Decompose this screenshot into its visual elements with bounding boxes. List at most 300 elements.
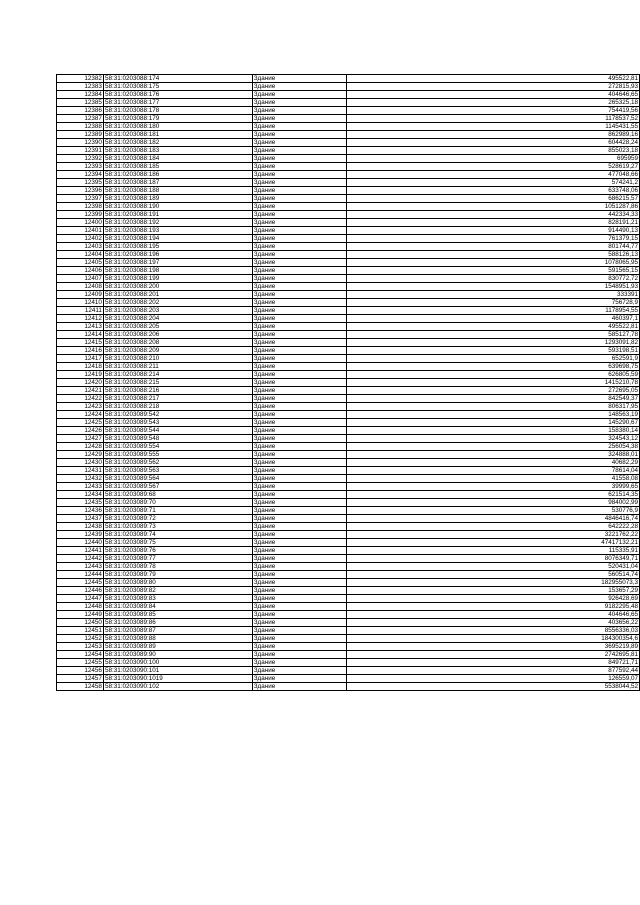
cadastral-value-cell: 2742695,81 bbox=[346, 651, 639, 659]
cadastral-value-cell: 639698,75 bbox=[346, 363, 639, 371]
object-type-cell: Здание bbox=[252, 379, 346, 387]
cadastral-number-cell: 58:31:0203089:78 bbox=[103, 563, 252, 571]
table-row bbox=[57, 243, 640, 251]
cadastral-value-cell: 184300354,6 bbox=[346, 635, 639, 643]
table-row bbox=[57, 667, 640, 675]
row-number-cell: 12437 bbox=[57, 515, 104, 523]
cadastral-value-cell: 926428,69 bbox=[346, 595, 639, 603]
cadastral-value-cell: 588126,13 bbox=[346, 251, 639, 259]
table-row bbox=[57, 155, 640, 163]
row-number-cell: 12385 bbox=[57, 99, 104, 107]
cadastral-number-cell: 58:31:0203089:543 bbox=[103, 419, 252, 427]
table-row bbox=[57, 595, 640, 603]
table-row bbox=[57, 107, 640, 115]
cadastral-value-cell: 849721,71 bbox=[346, 659, 639, 667]
cadastral-value-cell: 265325,18 bbox=[346, 99, 639, 107]
table-row bbox=[57, 635, 640, 643]
cadastral-value-cell: 324543,12 bbox=[346, 435, 639, 443]
table-row bbox=[57, 163, 640, 171]
row-number-cell: 12389 bbox=[57, 131, 104, 139]
row-number-cell: 12444 bbox=[57, 571, 104, 579]
cadastral-value-cell: 761379,15 bbox=[346, 235, 639, 243]
table-row bbox=[57, 627, 640, 635]
row-number-cell: 12409 bbox=[57, 291, 104, 299]
table-row bbox=[57, 563, 640, 571]
object-type-cell: Здание bbox=[252, 235, 346, 243]
table-row bbox=[57, 299, 640, 307]
cadastral-number-cell: 58:31:0203088:206 bbox=[103, 331, 252, 339]
row-number-cell: 12413 bbox=[57, 323, 104, 331]
cadastral-number-cell: 58:31:0203088:200 bbox=[103, 283, 252, 291]
table-row bbox=[57, 507, 640, 515]
row-number-cell: 12457 bbox=[57, 675, 104, 683]
object-type-cell: Здание bbox=[252, 331, 346, 339]
table-row bbox=[57, 411, 640, 419]
cadastral-value-cell: 78614,04 bbox=[346, 467, 639, 475]
cadastral-number-cell: 58:31:0203089:72 bbox=[103, 515, 252, 523]
row-number-cell: 12438 bbox=[57, 523, 104, 531]
cadastral-value-cell: 560514,74 bbox=[346, 571, 639, 579]
cadastral-number-cell: 58:31:0203089:82 bbox=[103, 587, 252, 595]
cadastral-number-cell: 58:31:0203088:182 bbox=[103, 139, 252, 147]
object-type-cell: Здание bbox=[252, 523, 346, 531]
table-row bbox=[57, 347, 640, 355]
cadastral-value-cell: 4846416,74 bbox=[346, 515, 639, 523]
cadastral-value-cell: 1051287,86 bbox=[346, 203, 639, 211]
cadastral-value-cell: 633748,06 bbox=[346, 187, 639, 195]
cadastral-value-cell: 3695219,89 bbox=[346, 643, 639, 651]
object-type-cell: Здание bbox=[252, 515, 346, 523]
cadastral-number-cell: 58:31:0203089:89 bbox=[103, 643, 252, 651]
object-type-cell: Здание bbox=[252, 163, 346, 171]
object-type-cell: Здание bbox=[252, 563, 346, 571]
cadastral-number-cell: 58:31:0203088:201 bbox=[103, 291, 252, 299]
table-row bbox=[57, 467, 640, 475]
cadastral-number-cell: 58:31:0203088:199 bbox=[103, 275, 252, 283]
cadastral-number-cell: 58:31:0203088:179 bbox=[103, 115, 252, 123]
table-row bbox=[57, 275, 640, 283]
row-number-cell: 12440 bbox=[57, 539, 104, 547]
object-type-cell: Здание bbox=[252, 307, 346, 315]
object-type-cell: Здание bbox=[252, 107, 346, 115]
cadastral-value-cell: 591565,15 bbox=[346, 267, 639, 275]
cadastral-value-cell: 695959 bbox=[346, 155, 639, 163]
cadastral-value-cell: 39999,65 bbox=[346, 483, 639, 491]
cadastral-value-cell: 1078065,95 bbox=[346, 259, 639, 267]
table-row bbox=[57, 587, 640, 595]
cadastral-number-cell: 58:31:0203089:562 bbox=[103, 459, 252, 467]
cadastral-value-cell: 877592,44 bbox=[346, 667, 639, 675]
table-row bbox=[57, 355, 640, 363]
row-number-cell: 12405 bbox=[57, 259, 104, 267]
cadastral-value-cell: 1145431,55 bbox=[346, 123, 639, 131]
row-number-cell: 12384 bbox=[57, 91, 104, 99]
object-type-cell: Здание bbox=[252, 587, 346, 595]
cadastral-number-cell: 58:31:0203089:554 bbox=[103, 443, 252, 451]
cadastral-value-cell: 830772,72 bbox=[346, 275, 639, 283]
cadastral-number-cell: 58:31:0203088:186 bbox=[103, 171, 252, 179]
object-type-cell: Здание bbox=[252, 171, 346, 179]
table-row bbox=[57, 427, 640, 435]
object-type-cell: Здание bbox=[252, 603, 346, 611]
row-number-cell: 12399 bbox=[57, 211, 104, 219]
table-row bbox=[57, 147, 640, 155]
object-type-cell: Здание bbox=[252, 459, 346, 467]
object-type-cell: Здание bbox=[252, 539, 346, 547]
table-row bbox=[57, 547, 640, 555]
row-number-cell: 12398 bbox=[57, 203, 104, 211]
row-number-cell: 12430 bbox=[57, 459, 104, 467]
row-number-cell: 12439 bbox=[57, 531, 104, 539]
cadastral-number-cell: 58:31:0203089:86 bbox=[103, 619, 252, 627]
cadastral-number-cell: 58:31:0203088:217 bbox=[103, 395, 252, 403]
cadastral-number-cell: 58:31:0203089:544 bbox=[103, 427, 252, 435]
table-row bbox=[57, 331, 640, 339]
row-number-cell: 12415 bbox=[57, 339, 104, 347]
cadastral-value-cell: 272815,93 bbox=[346, 83, 639, 91]
row-number-cell: 12400 bbox=[57, 219, 104, 227]
cadastral-number-cell: 58:31:0203088:187 bbox=[103, 179, 252, 187]
table-row bbox=[57, 323, 640, 331]
row-number-cell: 12448 bbox=[57, 603, 104, 611]
object-type-cell: Здание bbox=[252, 83, 346, 91]
table-row bbox=[57, 395, 640, 403]
cadastral-value-cell: 442334,33 bbox=[346, 211, 639, 219]
table-row bbox=[57, 555, 640, 563]
cadastral-number-cell: 58:31:0203090:102 bbox=[103, 683, 252, 691]
table-row bbox=[57, 643, 640, 651]
cadastral-value-cell: 333391 bbox=[346, 291, 639, 299]
object-type-cell: Здание bbox=[252, 675, 346, 683]
object-type-cell: Здание bbox=[252, 147, 346, 155]
object-type-cell: Здание bbox=[252, 139, 346, 147]
cadastral-number-cell: 58:31:0203088:210 bbox=[103, 355, 252, 363]
cadastral-number-cell: 58:31:0203088:189 bbox=[103, 195, 252, 203]
table-row bbox=[57, 227, 640, 235]
table-row bbox=[57, 659, 640, 667]
cadastral-number-cell: 58:31:0203088:175 bbox=[103, 83, 252, 91]
cadastral-value-cell: 495522,81 bbox=[346, 75, 639, 83]
object-type-cell: Здание bbox=[252, 91, 346, 99]
cadastral-value-cell: 3221762,22 bbox=[346, 531, 639, 539]
object-type-cell: Здание bbox=[252, 627, 346, 635]
cadastral-value-cell: 528619,27 bbox=[346, 163, 639, 171]
table-row bbox=[57, 315, 640, 323]
cadastral-value-cell: 115335,91 bbox=[346, 547, 639, 555]
table-row bbox=[57, 523, 640, 531]
table-row bbox=[57, 131, 640, 139]
object-type-cell: Здание bbox=[252, 435, 346, 443]
row-number-cell: 12429 bbox=[57, 451, 104, 459]
object-type-cell: Здание bbox=[252, 403, 346, 411]
object-type-cell: Здание bbox=[252, 467, 346, 475]
cadastral-number-cell: 58:31:0203089:71 bbox=[103, 507, 252, 515]
table-row bbox=[57, 571, 640, 579]
cadastral-value-cell: 145290,67 bbox=[346, 419, 639, 427]
cadastral-value-cell: 477048,66 bbox=[346, 171, 639, 179]
table-row bbox=[57, 531, 640, 539]
table-row bbox=[57, 267, 640, 275]
object-type-cell: Здание bbox=[252, 115, 346, 123]
cadastral-value-cell: 593198,51 bbox=[346, 347, 639, 355]
row-number-cell: 12455 bbox=[57, 659, 104, 667]
table-row bbox=[57, 187, 640, 195]
cadastral-number-cell: 58:31:0203089:83 bbox=[103, 595, 252, 603]
object-type-cell: Здание bbox=[252, 251, 346, 259]
row-number-cell: 12412 bbox=[57, 315, 104, 323]
row-number-cell: 12428 bbox=[57, 443, 104, 451]
table-row bbox=[57, 499, 640, 507]
object-type-cell: Здание bbox=[252, 635, 346, 643]
row-number-cell: 12458 bbox=[57, 683, 104, 691]
table-row bbox=[57, 219, 640, 227]
cadastral-number-cell: 58:31:0203089:70 bbox=[103, 499, 252, 507]
cadastral-number-cell: 58:31:0203088:176 bbox=[103, 91, 252, 99]
table-row bbox=[57, 171, 640, 179]
row-number-cell: 12456 bbox=[57, 667, 104, 675]
cadastral-value-cell: 182955073,3 bbox=[346, 579, 639, 587]
cadastral-value-cell: 404646,65 bbox=[346, 91, 639, 99]
table-row bbox=[57, 379, 640, 387]
cadastral-number-cell: 58:31:0203088:205 bbox=[103, 323, 252, 331]
row-number-cell: 12425 bbox=[57, 419, 104, 427]
cadastral-number-cell: 58:31:0203089:542 bbox=[103, 411, 252, 419]
object-type-cell: Здание bbox=[252, 443, 346, 451]
row-number-cell: 12393 bbox=[57, 163, 104, 171]
table-row bbox=[57, 611, 640, 619]
cadastral-number-cell: 58:31:0203089:563 bbox=[103, 467, 252, 475]
cadastral-number-cell: 58:31:0203089:87 bbox=[103, 627, 252, 635]
row-number-cell: 12401 bbox=[57, 227, 104, 235]
cadastral-value-cell: 806317,95 bbox=[346, 403, 639, 411]
cadastral-value-cell: 686215,57 bbox=[346, 195, 639, 203]
row-number-cell: 12391 bbox=[57, 147, 104, 155]
table-row bbox=[57, 211, 640, 219]
object-type-cell: Здание bbox=[252, 547, 346, 555]
table-row bbox=[57, 579, 640, 587]
object-type-cell: Здание bbox=[252, 275, 346, 283]
row-number-cell: 12445 bbox=[57, 579, 104, 587]
cadastral-number-cell: 58:31:0203088:215 bbox=[103, 379, 252, 387]
cadastral-value-cell: 8076349,71 bbox=[346, 555, 639, 563]
cadastral-number-cell: 58:31:0203088:209 bbox=[103, 347, 252, 355]
object-type-cell: Здание bbox=[252, 371, 346, 379]
cadastral-number-cell: 58:31:0203088:183 bbox=[103, 147, 252, 155]
object-type-cell: Здание bbox=[252, 299, 346, 307]
cadastral-number-cell: 58:31:0203089:85 bbox=[103, 611, 252, 619]
row-number-cell: 12433 bbox=[57, 483, 104, 491]
object-type-cell: Здание bbox=[252, 451, 346, 459]
table-row bbox=[57, 371, 640, 379]
table-row bbox=[57, 387, 640, 395]
object-type-cell: Здание bbox=[252, 347, 346, 355]
cadastral-value-cell: 642222,28 bbox=[346, 523, 639, 531]
row-number-cell: 12392 bbox=[57, 155, 104, 163]
row-number-cell: 12397 bbox=[57, 195, 104, 203]
object-type-cell: Здание bbox=[252, 395, 346, 403]
object-type-cell: Здание bbox=[252, 555, 346, 563]
cadastral-number-cell: 58:31:0203088:218 bbox=[103, 403, 252, 411]
cadastral-value-cell: 324888,01 bbox=[346, 451, 639, 459]
cadastral-number-cell: 58:31:0203088:190 bbox=[103, 203, 252, 211]
cadastral-number-cell: 58:31:0203088:197 bbox=[103, 259, 252, 267]
cadastral-number-cell: 58:31:0203088:174 bbox=[103, 75, 252, 83]
object-type-cell: Здание bbox=[252, 611, 346, 619]
table-row bbox=[57, 203, 640, 211]
cadastral-number-cell: 58:31:0203089:548 bbox=[103, 435, 252, 443]
cadastral-number-cell: 58:31:0203089:74 bbox=[103, 531, 252, 539]
row-number-cell: 12431 bbox=[57, 467, 104, 475]
cadastral-value-cell: 914490,13 bbox=[346, 227, 639, 235]
object-type-cell: Здание bbox=[252, 387, 346, 395]
cadastral-value-cell: 530776,9 bbox=[346, 507, 639, 515]
row-number-cell: 12383 bbox=[57, 83, 104, 91]
cadastral-value-cell: 626805,59 bbox=[346, 371, 639, 379]
row-number-cell: 12434 bbox=[57, 491, 104, 499]
cadastral-number-cell: 58:31:0203088:216 bbox=[103, 387, 252, 395]
table-body bbox=[57, 75, 640, 691]
object-type-cell: Здание bbox=[252, 491, 346, 499]
cadastral-value-cell: 153657,29 bbox=[346, 587, 639, 595]
object-type-cell: Здание bbox=[252, 499, 346, 507]
cadastral-number-cell: 58:31:0203088:204 bbox=[103, 315, 252, 323]
row-number-cell: 12450 bbox=[57, 619, 104, 627]
cadastral-number-cell: 58:31:0203089:88 bbox=[103, 635, 252, 643]
row-number-cell: 12414 bbox=[57, 331, 104, 339]
cadastral-value-cell: 801744,77 bbox=[346, 243, 639, 251]
object-type-cell: Здание bbox=[252, 355, 346, 363]
cadastral-number-cell: 58:31:0203088:211 bbox=[103, 363, 252, 371]
row-number-cell: 12435 bbox=[57, 499, 104, 507]
cadastral-number-cell: 58:31:0203088:214 bbox=[103, 371, 252, 379]
cadastral-value-cell: 621514,35 bbox=[346, 491, 639, 499]
object-type-cell: Здание bbox=[252, 195, 346, 203]
object-type-cell: Здание bbox=[252, 571, 346, 579]
cadastral-number-cell: 58:31:0203088:180 bbox=[103, 123, 252, 131]
object-type-cell: Здание bbox=[252, 683, 346, 691]
row-number-cell: 12382 bbox=[57, 75, 104, 83]
table-row bbox=[57, 307, 640, 315]
object-type-cell: Здание bbox=[252, 651, 346, 659]
row-number-cell: 12446 bbox=[57, 587, 104, 595]
cadastral-number-cell: 58:31:0203089:76 bbox=[103, 547, 252, 555]
table-row bbox=[57, 115, 640, 123]
table-row bbox=[57, 459, 640, 467]
cadastral-number-cell: 58:31:0203089:84 bbox=[103, 603, 252, 611]
object-type-cell: Здание bbox=[252, 187, 346, 195]
object-type-cell: Здание bbox=[252, 131, 346, 139]
cadastral-number-cell: 58:31:0203088:194 bbox=[103, 235, 252, 243]
table-row bbox=[57, 403, 640, 411]
row-number-cell: 12420 bbox=[57, 379, 104, 387]
cadastral-value-cell: 5538044,52 bbox=[346, 683, 639, 691]
object-type-cell: Здание bbox=[252, 579, 346, 587]
cadastral-value-cell: 158380,14 bbox=[346, 427, 639, 435]
cadastral-value-cell: 842549,37 bbox=[346, 395, 639, 403]
table-row bbox=[57, 251, 640, 259]
object-type-cell: Здание bbox=[252, 283, 346, 291]
object-type-cell: Здание bbox=[252, 339, 346, 347]
cadastral-value-cell: 1178537,52 bbox=[346, 115, 639, 123]
cadastral-number-cell: 58:31:0203088:208 bbox=[103, 339, 252, 347]
table-row bbox=[57, 515, 640, 523]
object-type-cell: Здание bbox=[252, 419, 346, 427]
cadastral-number-cell: 58:31:0203088:177 bbox=[103, 99, 252, 107]
cadastral-number-cell: 58:31:0203089:567 bbox=[103, 483, 252, 491]
table-row bbox=[57, 419, 640, 427]
cadastral-value-cell: 754419,56 bbox=[346, 107, 639, 115]
cadastral-number-cell: 58:31:0203088:192 bbox=[103, 219, 252, 227]
cadastral-value-cell: 403656,22 bbox=[346, 619, 639, 627]
object-type-cell: Здание bbox=[252, 475, 346, 483]
object-type-cell: Здание bbox=[252, 315, 346, 323]
table-row bbox=[57, 475, 640, 483]
cadastral-value-cell: 574241,2 bbox=[346, 179, 639, 187]
row-number-cell: 12442 bbox=[57, 555, 104, 563]
table-row bbox=[57, 83, 640, 91]
table-row bbox=[57, 91, 640, 99]
table-row bbox=[57, 283, 640, 291]
object-type-cell: Здание bbox=[252, 595, 346, 603]
cadastral-value-cell: 126559,07 bbox=[346, 675, 639, 683]
row-number-cell: 12436 bbox=[57, 507, 104, 515]
table-row bbox=[57, 619, 640, 627]
cadastral-number-cell: 58:31:0203089:90 bbox=[103, 651, 252, 659]
cadastral-number-cell: 58:31:0203089:80 bbox=[103, 579, 252, 587]
cadastral-number-cell: 58:31:0203088:195 bbox=[103, 243, 252, 251]
cadastral-number-cell: 58:31:0203090:101 bbox=[103, 667, 252, 675]
object-type-cell: Здание bbox=[252, 411, 346, 419]
row-number-cell: 12443 bbox=[57, 563, 104, 571]
row-number-cell: 12406 bbox=[57, 267, 104, 275]
cadastral-value-cell: 9182295,48 bbox=[346, 603, 639, 611]
cadastral-value-cell: 855023,18 bbox=[346, 147, 639, 155]
table-row bbox=[57, 363, 640, 371]
cadastral-number-cell: 58:31:0203089:555 bbox=[103, 451, 252, 459]
row-number-cell: 12408 bbox=[57, 283, 104, 291]
cadastral-value-cell: 8556336,03 bbox=[346, 627, 639, 635]
table-row bbox=[57, 259, 640, 267]
cadastral-value-cell: 520431,04 bbox=[346, 563, 639, 571]
object-type-cell: Здание bbox=[252, 427, 346, 435]
row-number-cell: 12394 bbox=[57, 171, 104, 179]
table-row bbox=[57, 451, 640, 459]
cadastral-number-cell: 58:31:0203088:202 bbox=[103, 299, 252, 307]
row-number-cell: 12447 bbox=[57, 595, 104, 603]
cadastral-value-cell: 1178954,55 bbox=[346, 307, 639, 315]
cadastral-value-cell: 585127,78 bbox=[346, 331, 639, 339]
cadastral-value-cell: 256054,38 bbox=[346, 443, 639, 451]
cadastral-value-cell: 1415210,78 bbox=[346, 379, 639, 387]
object-type-cell: Здание bbox=[252, 179, 346, 187]
object-type-cell: Здание bbox=[252, 259, 346, 267]
object-type-cell: Здание bbox=[252, 291, 346, 299]
cadastral-value-cell: 984002,99 bbox=[346, 499, 639, 507]
row-number-cell: 12422 bbox=[57, 395, 104, 403]
table-row bbox=[57, 99, 640, 107]
cadastral-number-cell: 58:31:0203088:181 bbox=[103, 131, 252, 139]
row-number-cell: 12441 bbox=[57, 547, 104, 555]
row-number-cell: 12451 bbox=[57, 627, 104, 635]
table-row bbox=[57, 139, 640, 147]
row-number-cell: 12410 bbox=[57, 299, 104, 307]
table-row bbox=[57, 179, 640, 187]
table-row bbox=[57, 483, 640, 491]
cadastral-value-cell: 495522,81 bbox=[346, 323, 639, 331]
table-row bbox=[57, 291, 640, 299]
row-number-cell: 12449 bbox=[57, 611, 104, 619]
cadastral-number-cell: 58:31:0203088:196 bbox=[103, 251, 252, 259]
